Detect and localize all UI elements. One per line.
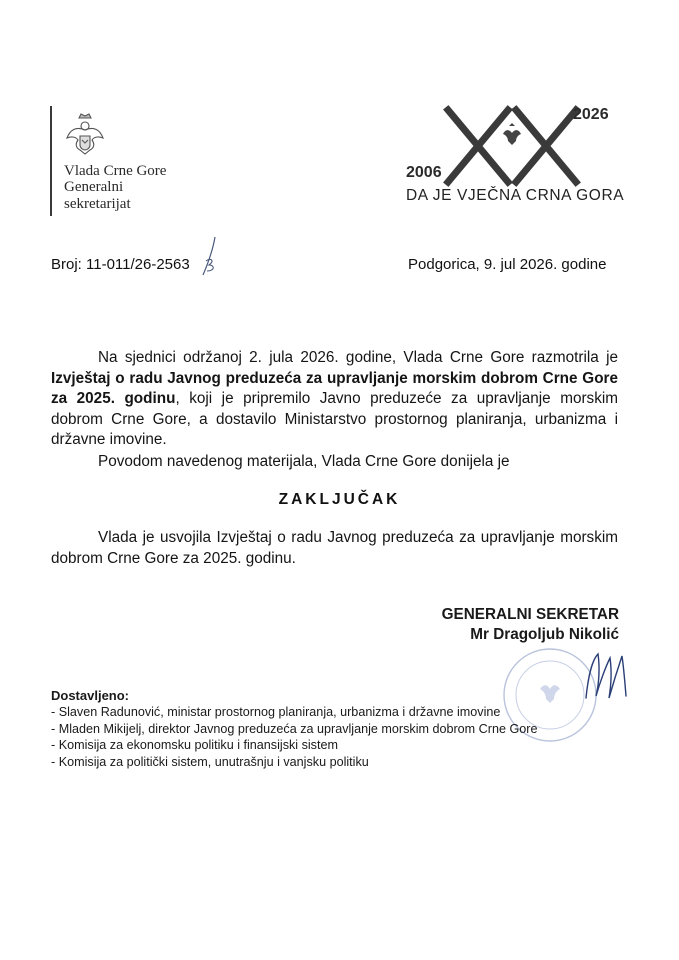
body-paragraph-decision: Povodom navedenog materijala, Vlada Crne Gore donijela je [98,453,510,470]
anniversary-start-year: 2006 [406,164,442,181]
reference-number: Broj: 11-011/26-2563 [51,256,190,273]
body-paragraph-intro [51,348,618,451]
paragraph-text: Na sjednici održanoj 2. jula 2026. godine, Vlada Crne Gore razmotrila je [98,349,618,366]
anniversary-motto: DA JE VJEČNA CRNA GORA [406,187,625,204]
coat-of-arms-icon [62,112,108,158]
org-name-line: Generalni [64,179,124,195]
list-item: - Slaven Radunović, ministar prostornog planiranja, urbanizma i državne imovine [51,704,537,721]
list-item: - Komisija za ekonomsku politiku i finansijski sistem [51,737,537,754]
anniversary-end-year: 2026 [573,106,609,123]
list-item: - Mladen Mikijelj, direktor Javnog preduzeća za upravljanje morskim dobrom Crne Gore [51,721,537,738]
signatory-name: Mr Dragoljub Nikolić [470,626,619,643]
handwritten-signature-icon [582,648,630,704]
place-and-date: Podgorica, 9. jul 2026. godine [408,256,607,273]
header-divider [50,106,52,216]
paragraph-text: Vlada je usvojila Izvještaj o radu Javnog preduzeća za upravljanje morskim dobrom Crne Gore za 2025. godinu. [51,529,618,567]
report-title: Izvještaj o radu Javnog preduzeća za upravljanje morskim dobrom Crne Gore za 2025. godinu [51,369,618,407]
conclusion-heading: ZAKLJUČAK [278,491,401,508]
distribution-list [51,704,537,770]
handwritten-suffix-icon [195,235,225,279]
double-headed-eagle-icon [500,123,524,148]
signatory-title: GENERALNI SEKRETAR [441,606,619,623]
paragraph-text: , koji je pripremilo Javno preduzeće za upravljanje morskim dobrom Crne Gore, a dostavilo Ministarstvo prostornog planiranja, urbanizma i državne imovine. [51,390,618,448]
org-name-line: Vlada Crne Gore [64,163,167,179]
list-item: - Komisija za politički sistem, unutrašnju i vanjsku politiku [51,754,537,771]
body-paragraph-conclusion [51,528,618,569]
distribution-heading: Dostavljeno: [51,688,130,703]
org-name-line: sekretarijat [64,196,131,212]
